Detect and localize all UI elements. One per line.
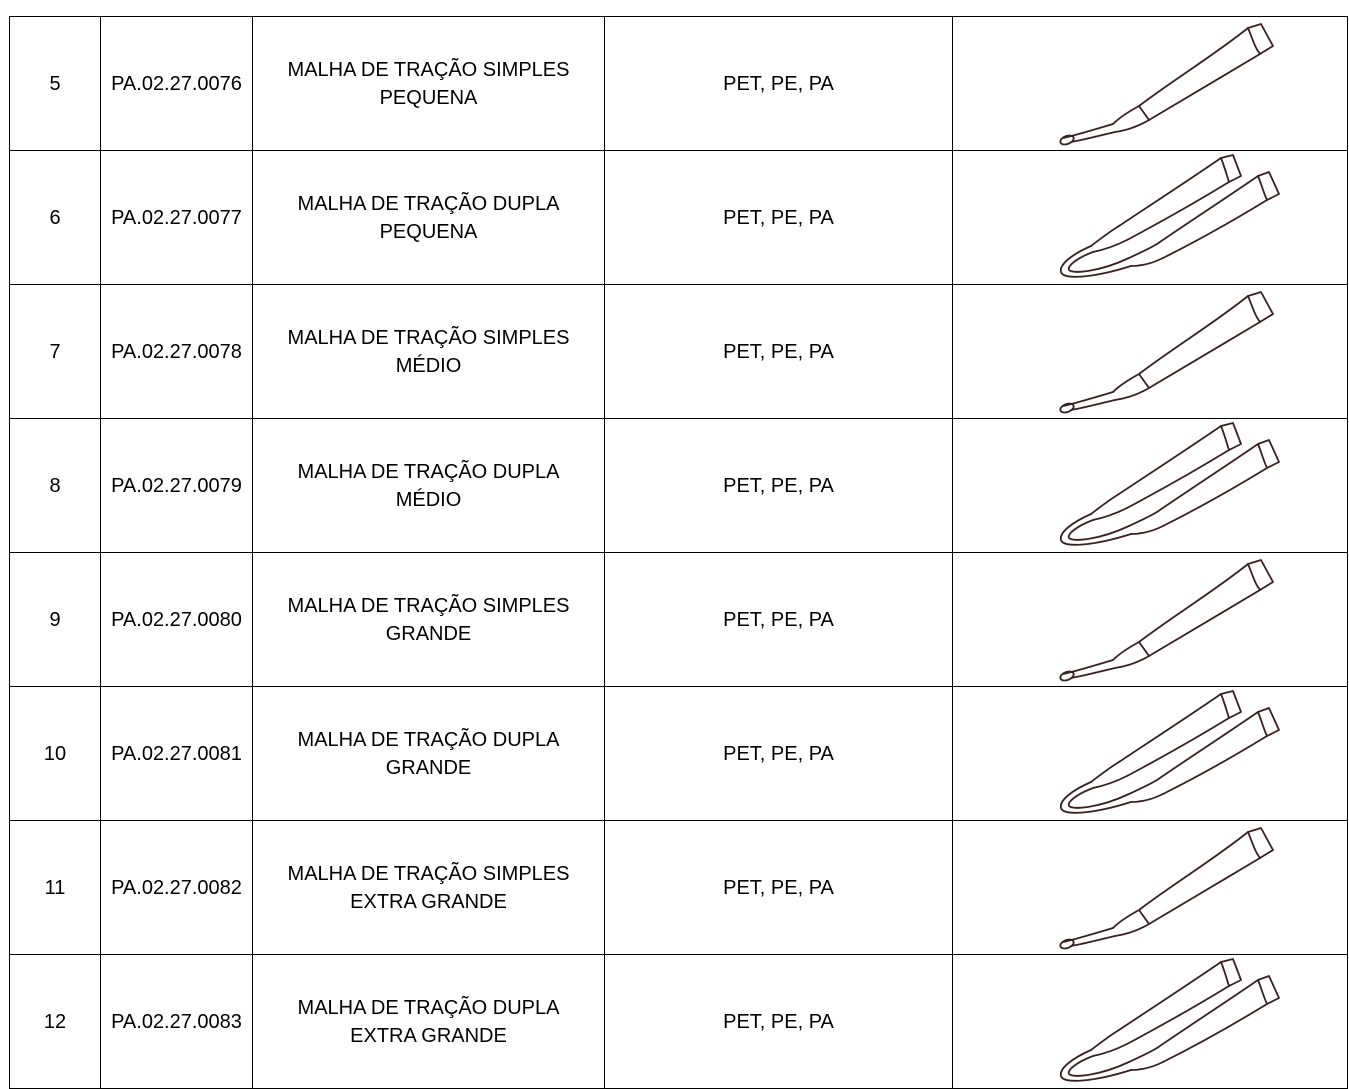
material-cell: PET, PE, PA: [605, 419, 953, 553]
material-cell: PET, PE, PA: [605, 17, 953, 151]
table-row: [10, 553, 1348, 687]
description-line-2: GRANDE: [385, 756, 472, 779]
item-number-cell: 11: [10, 821, 101, 955]
description-cell: [253, 17, 605, 151]
item-number-cell: 12: [10, 955, 101, 1089]
description-line-2: EXTRA GRANDE: [350, 1024, 507, 1047]
description-line-1: MALHA DE TRAÇÃO SIMPLES: [287, 862, 570, 885]
product-code-cell: PA.02.27.0082: [101, 821, 253, 955]
description-cell: [253, 553, 605, 687]
table-row: [10, 285, 1348, 419]
table-row: [10, 419, 1348, 553]
item-number-cell: 8: [10, 419, 101, 553]
product-image-cell: [953, 821, 1348, 955]
description-cell: [253, 419, 605, 553]
product-code-cell: PA.02.27.0077: [101, 151, 253, 285]
description-line-1: MALHA DE TRAÇÃO SIMPLES: [287, 594, 570, 617]
description-line-2: PEQUENA: [379, 220, 478, 243]
table-row: [10, 687, 1348, 821]
description-cell: [253, 955, 605, 1089]
product-table: [9, 16, 1348, 1089]
description-cell: [253, 285, 605, 419]
double-pulling-grip-icon: [953, 154, 1347, 282]
item-number-cell: 10: [10, 687, 101, 821]
product-code-cell: PA.02.27.0076: [101, 17, 253, 151]
item-number-cell: 7: [10, 285, 101, 419]
double-pulling-grip-icon: [953, 422, 1347, 550]
product-image-cell: [953, 687, 1348, 821]
description-line-1: MALHA DE TRAÇÃO DUPLA: [297, 460, 560, 483]
material-cell: PET, PE, PA: [605, 553, 953, 687]
table-row: [10, 821, 1348, 955]
description-line-2: EXTRA GRANDE: [350, 890, 507, 913]
product-code-cell: PA.02.27.0080: [101, 553, 253, 687]
product-code-cell: PA.02.27.0078: [101, 285, 253, 419]
double-pulling-grip-icon: [953, 958, 1347, 1086]
description-line-2: GRANDE: [385, 622, 472, 645]
product-image-cell: [953, 151, 1348, 285]
description-cell: [253, 151, 605, 285]
description-cell: [253, 687, 605, 821]
description-line-1: MALHA DE TRAÇÃO SIMPLES: [287, 58, 570, 81]
product-image-cell: [953, 419, 1348, 553]
item-number-cell: 6: [10, 151, 101, 285]
description-line-2: MÉDIO: [395, 354, 462, 377]
double-pulling-grip-icon: [953, 690, 1347, 818]
product-code-cell: PA.02.27.0083: [101, 955, 253, 1089]
description-line-2: PEQUENA: [379, 86, 478, 109]
description-line-2: MÉDIO: [395, 488, 462, 511]
description-line-1: MALHA DE TRAÇÃO SIMPLES: [287, 326, 570, 349]
single-pulling-grip-icon: [953, 20, 1347, 148]
item-number-cell: 5: [10, 17, 101, 151]
material-cell: PET, PE, PA: [605, 285, 953, 419]
description-line-1: MALHA DE TRAÇÃO DUPLA: [297, 192, 560, 215]
product-table-body: [10, 17, 1348, 1089]
material-cell: PET, PE, PA: [605, 151, 953, 285]
table-row: [10, 151, 1348, 285]
single-pulling-grip-icon: [953, 288, 1347, 416]
product-image-cell: [953, 285, 1348, 419]
table-row: [10, 17, 1348, 151]
table-row: [10, 955, 1348, 1089]
item-number-cell: 9: [10, 553, 101, 687]
description-line-1: MALHA DE TRAÇÃO DUPLA: [297, 728, 560, 751]
material-cell: PET, PE, PA: [605, 687, 953, 821]
product-code-cell: PA.02.27.0081: [101, 687, 253, 821]
single-pulling-grip-icon: [953, 556, 1347, 684]
description-cell: [253, 821, 605, 955]
material-cell: PET, PE, PA: [605, 955, 953, 1089]
product-image-cell: [953, 17, 1348, 151]
product-image-cell: [953, 955, 1348, 1089]
description-line-1: MALHA DE TRAÇÃO DUPLA: [297, 996, 560, 1019]
material-cell: PET, PE, PA: [605, 821, 953, 955]
product-image-cell: [953, 553, 1348, 687]
product-code-cell: PA.02.27.0079: [101, 419, 253, 553]
single-pulling-grip-icon: [953, 824, 1347, 952]
